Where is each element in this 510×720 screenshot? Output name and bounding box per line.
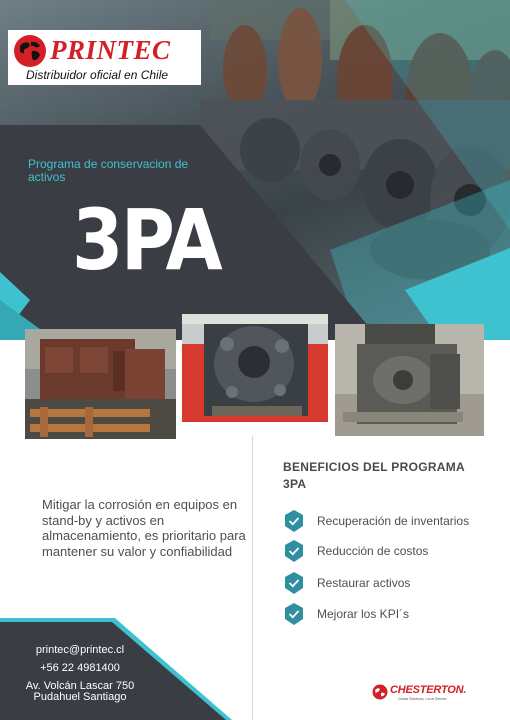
brand-tagline: Distribuidor oficial en Chile: [26, 68, 169, 82]
contact-address-line1: Av. Volcán Lascar 750: [25, 680, 135, 692]
partner-tagline: Global Solutions, Local Service.: [398, 697, 448, 701]
globe-icon: [13, 34, 47, 68]
program-title: 3PA: [72, 191, 221, 289]
benefit-item: [283, 540, 503, 562]
brand-name: PRINTEC: [50, 35, 171, 65]
contact-phone[interactable]: +56 22 4981400: [40, 662, 120, 674]
chesterton-logo: [372, 684, 482, 706]
benefit-item: [283, 572, 503, 594]
partner-name: CHESTERTON.: [390, 684, 467, 696]
engine-timing-cover-photo: [182, 314, 328, 422]
benefit-item: [283, 510, 503, 532]
benefits-heading: BENEFICIOS DEL PROGRAMA 3PA: [283, 460, 465, 491]
contact-email[interactable]: printec@printec.cl: [35, 644, 125, 656]
chesterton-globe-icon: [372, 684, 388, 700]
mission-statement: Mitigar la corrosión en equipos en stand-by y activos en almacenamiento, es prioritario para mantener su valor y confiabilidad: [42, 497, 246, 559]
contact-address-line2: Pudahuel Santiago: [33, 691, 127, 703]
check-icon: [283, 510, 305, 532]
transmission-housing-photo: [335, 324, 484, 436]
benefit-label: Mejorar los KPI´s: [317, 607, 410, 621]
engine-block-photo: [25, 329, 176, 439]
benefit-label: Recuperación de inventarios: [317, 514, 470, 528]
check-icon: [283, 540, 305, 562]
check-icon: [283, 572, 305, 594]
column-divider: [252, 436, 253, 720]
program-label: Programa de conservacion de activos: [28, 157, 189, 184]
benefit-label: Reducción de costos: [317, 544, 429, 558]
check-icon: [283, 603, 305, 625]
benefit-label: Restaurar activos: [317, 576, 411, 590]
printec-logo: [8, 30, 201, 85]
benefit-item: [283, 603, 503, 625]
